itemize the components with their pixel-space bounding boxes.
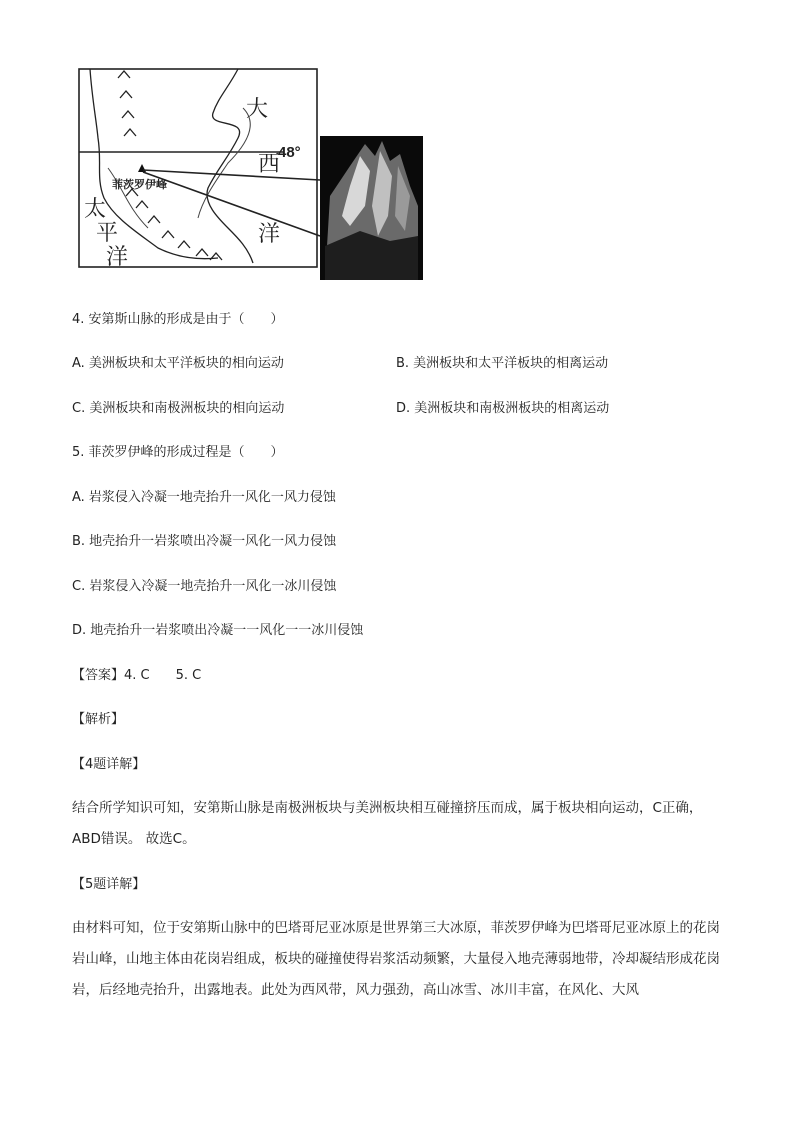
- question-4-option-a: A. 美洲板块和太平洋板块的相向运动: [72, 356, 284, 371]
- question-5-option-a: A. 岩浆侵入冷凝一地壳抬升一风化一风力侵蚀: [72, 490, 336, 505]
- question-5-option-b: B. 地壳抬升一岩浆喷出冷凝一风化一风力侵蚀: [72, 534, 337, 549]
- detail-5-text: 由材料可知，位于安第斯山脉中的巴塔哥尼亚冰原是世界第三大冰原，菲茨罗伊峰为巴塔哥尼亚冰原上的花岗岩山峰，山地主体由花岗岩组成，板块的碰撞使得岩浆活动频繁，大量侵入地壳薄弱地带，冷却凝结形成花岗岩，后经地壳抬升，出露地表。此处为西风带，风力强劲，高山冰雪、冰川丰富，在风化、大风: [72, 920, 720, 998]
- atlantic-label-1: 大: [246, 96, 269, 121]
- answer-value: 4. C 5. C: [124, 668, 202, 683]
- pacific-label-2: 平: [96, 220, 119, 245]
- answer-label: 【答案】: [72, 668, 125, 683]
- question-4-stem: 4. 安第斯山脉的形成是由于（ ）: [72, 312, 284, 327]
- map-figure: [78, 68, 423, 282]
- fitz-roy-photo: [320, 136, 423, 280]
- pacific-label-1: 太: [84, 196, 107, 221]
- answer-line: [72, 667, 201, 685]
- question-4-option-b: B. 美洲板块和太平洋板块的相离运动: [396, 356, 609, 371]
- detail-4-text: 结合所学知识可知，安第斯山脉是南极洲板块与美洲板块相互碰撞挤压而成，属于板块相向运动，C正确，ABD错误。 故选C。: [72, 800, 703, 847]
- analysis-label: 【解析】: [72, 712, 125, 727]
- detail-5-label: 【5题详解】: [72, 877, 146, 892]
- atlantic-label-2: 西: [258, 151, 281, 176]
- question-5-option-c: C. 岩浆侵入冷凝一地壳抬升一风化一冰川侵蚀: [72, 579, 337, 594]
- peak-label: 菲茨罗伊峰: [112, 179, 167, 191]
- question-4-option-d: D. 美洲板块和南极洲板块的相离运动: [396, 401, 610, 416]
- latitude-label: 48°: [278, 144, 301, 161]
- atlantic-label-3: 洋: [258, 221, 281, 246]
- detail-4-label: 【4题详解】: [72, 757, 146, 772]
- question-5-option-d: D. 地壳抬升一岩浆喷出冷凝一一风化一一冰川侵蚀: [72, 623, 364, 638]
- pacific-label-3: 洋: [106, 244, 129, 269]
- question-4-option-c: C. 美洲板块和南极洲板块的相向运动: [72, 401, 285, 416]
- question-5-stem: 5. 菲茨罗伊峰的形成过程是（ ）: [72, 445, 284, 460]
